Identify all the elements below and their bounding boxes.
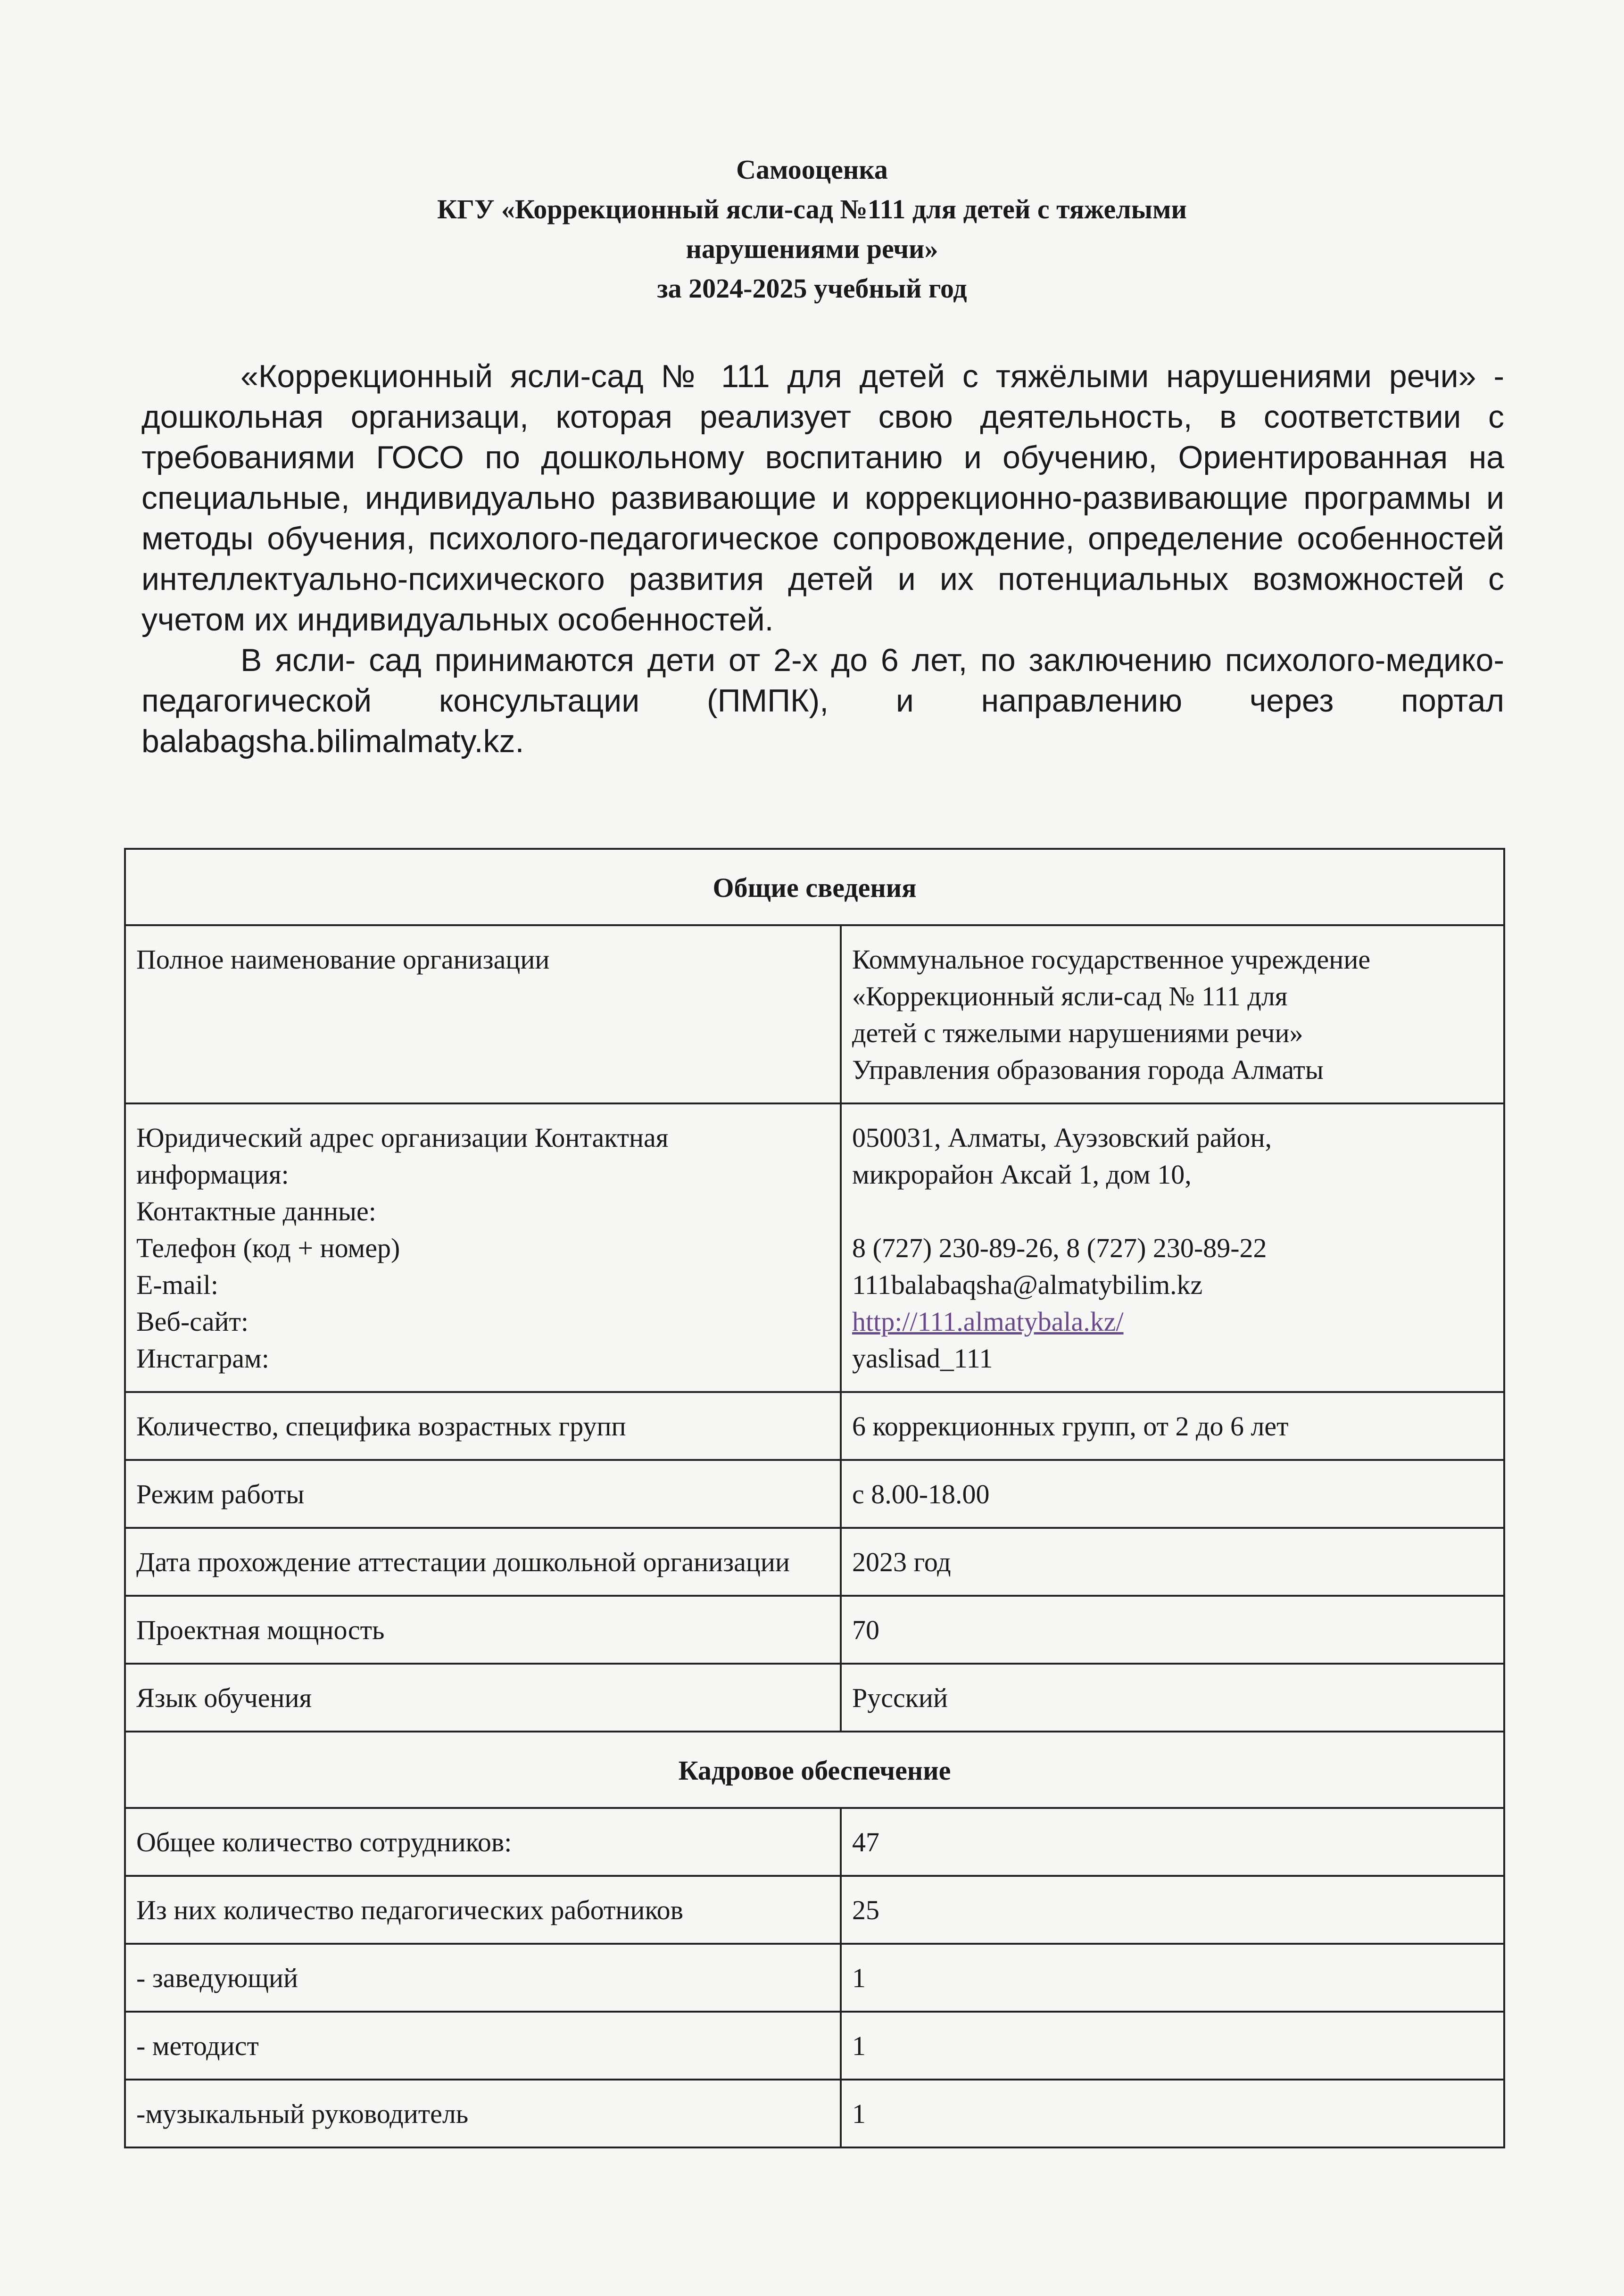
language-label: Язык обучения bbox=[125, 1664, 841, 1732]
methodist-value: 1 bbox=[841, 2012, 1504, 2080]
schedule-value: с 8.00-18.00 bbox=[841, 1460, 1504, 1528]
title-line-1: Самооценка bbox=[736, 154, 888, 185]
groups-label: Количество, специфика возрастных групп bbox=[125, 1392, 841, 1460]
address-labels bbox=[125, 1103, 841, 1392]
address-label-line: Юридический адрес организации Контактная bbox=[136, 1122, 669, 1153]
full-name-label: Полное наименование организации bbox=[125, 925, 841, 1103]
full-name-line: детей с тяжелыми нарушениями речи» bbox=[852, 1018, 1303, 1048]
table-row bbox=[125, 1876, 1504, 1944]
address-label-line: Телефон (код + номер) bbox=[136, 1233, 400, 1263]
address-label-line: Контактные данные: bbox=[136, 1196, 376, 1227]
groups-value: 6 коррекционных групп, от 2 до 6 лет bbox=[841, 1392, 1504, 1460]
full-name-value bbox=[841, 925, 1504, 1103]
music-label: -музыкальный руководитель bbox=[125, 2080, 841, 2147]
methodist-label: - методист bbox=[125, 2012, 841, 2080]
table-row bbox=[125, 1664, 1504, 1732]
table-row bbox=[125, 1460, 1504, 1528]
address-line-2: микрорайон Аксай 1, дом 10, bbox=[852, 1159, 1192, 1190]
table-row bbox=[125, 1103, 1504, 1392]
schedule-label: Режим работы bbox=[125, 1460, 841, 1528]
staff-total-label: Общее количество сотрудников: bbox=[125, 1808, 841, 1876]
attestation-value: 2023 год bbox=[841, 1528, 1504, 1596]
full-name-line: «Коррекционный ясли-сад № 111 для bbox=[852, 981, 1288, 1011]
language-value: Русский bbox=[841, 1664, 1504, 1732]
title-line-2: КГУ «Коррекционный ясли-сад №111 для детей с тяжелыми bbox=[437, 194, 1187, 224]
title-line-3: нарушениями речи» bbox=[686, 233, 938, 264]
address-label-line: информация: bbox=[136, 1159, 289, 1190]
capacity-value: 70 bbox=[841, 1596, 1504, 1664]
address-label-line: E-mail: bbox=[136, 1269, 218, 1300]
full-name-line: Коммунальное государственное учреждение bbox=[852, 944, 1371, 975]
phone-value: 8 (727) 230-89-26, 8 (727) 230-89-22 bbox=[852, 1233, 1267, 1263]
email-value[interactable]: 111balabaqsha@almatybilim.kz bbox=[852, 1269, 1203, 1300]
head-value: 1 bbox=[841, 1944, 1504, 2012]
head-label: - заведующий bbox=[125, 1944, 841, 2012]
address-label-line: Веб-сайт: bbox=[136, 1306, 249, 1337]
attestation-label: Дата прохождение аттестации дошкольной организации bbox=[125, 1528, 841, 1596]
document-title bbox=[0, 150, 1624, 308]
table-row bbox=[125, 1596, 1504, 1664]
music-value: 1 bbox=[841, 2080, 1504, 2147]
address-values bbox=[841, 1103, 1504, 1392]
table-row bbox=[125, 1528, 1504, 1596]
title-line-4: за 2024-2025 учебный год bbox=[657, 273, 967, 304]
instagram-value: yaslisad_111 bbox=[852, 1343, 993, 1374]
table-row bbox=[125, 925, 1504, 1103]
staff-total-value: 47 bbox=[841, 1808, 1504, 1876]
intro-text bbox=[141, 356, 1504, 762]
table-row bbox=[125, 1732, 1504, 1808]
teachers-value: 25 bbox=[841, 1876, 1504, 1944]
section-staff-heading: Кадровое обеспечение bbox=[125, 1732, 1504, 1808]
intro-paragraph-1: «Коррекционный ясли-сад № 111 для детей с тяжёлыми нарушениями речи» - дошкольная организаци, которая реализует свою деятельность, в соответствии с требованиями ГОСО по дошкольному воспитанию и обучению, Ориентированная на специальные, индивидуально развивающие и коррекционно-развивающие программы и методы обучения, психолого-педагогическое сопровождение, определение особенностей интеллектуально-психического развития детей и их потенциальных возможностей с учетом их индивидуальных особенностей. bbox=[141, 358, 1504, 638]
intro-paragraph-2: В ясли- сад принимаются дети от 2-х до 6 лет, по заключению психолого-медико-педагогической консультации (ПМПК), и направлению через портал balabagsha.bilimalmaty.kz. bbox=[141, 642, 1504, 759]
address-line-1: 050031, Алматы, Ауэзовский район, bbox=[852, 1122, 1272, 1153]
section-general-heading: Общие сведения bbox=[125, 849, 1504, 925]
table-row bbox=[125, 2012, 1504, 2080]
table-row bbox=[125, 1392, 1504, 1460]
address-label-line: Инстаграм: bbox=[136, 1343, 269, 1374]
info-table bbox=[124, 848, 1505, 2148]
teachers-label: Из них количество педагогических работников bbox=[125, 1876, 841, 1944]
table-row bbox=[125, 1808, 1504, 1876]
table-row bbox=[125, 849, 1504, 925]
full-name-line: Управления образования города Алматы bbox=[852, 1054, 1324, 1085]
capacity-label: Проектная мощность bbox=[125, 1596, 841, 1664]
table-row bbox=[125, 2080, 1504, 2147]
table-row bbox=[125, 1944, 1504, 2012]
website-link[interactable]: http://111.almatybala.kz/ bbox=[852, 1306, 1124, 1337]
